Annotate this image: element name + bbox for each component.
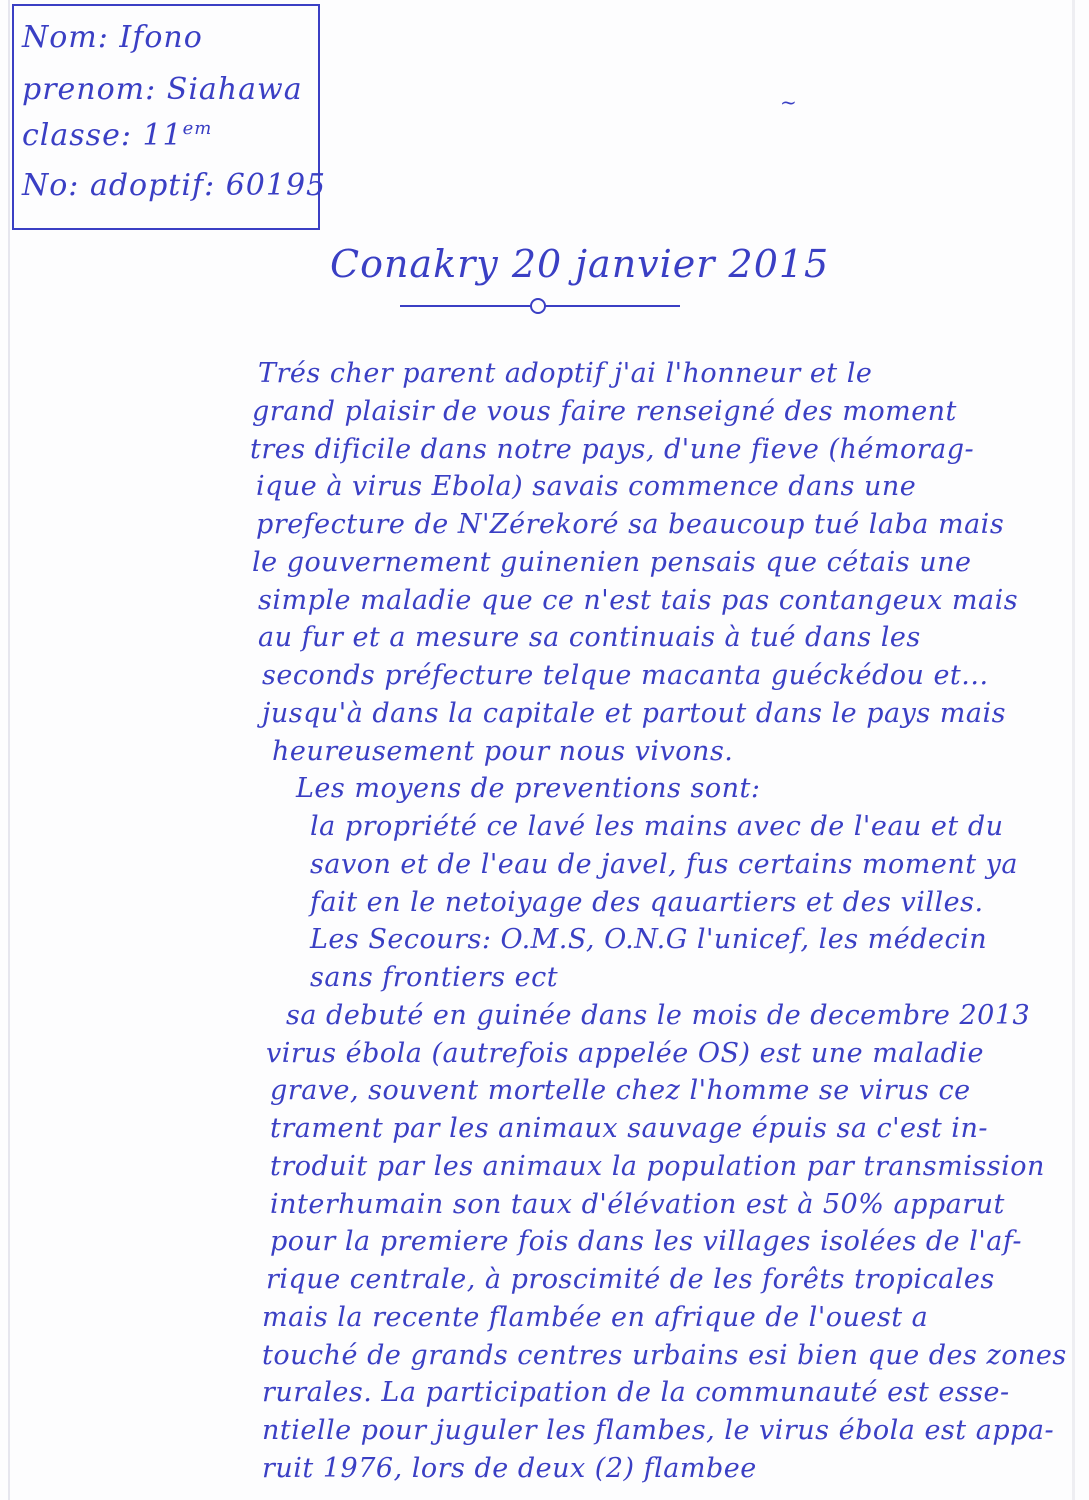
body-line: interhumain son taux d'élévation est à 50% apparut [270, 1189, 1005, 1220]
body-line: pour la premiere fois dans les villages isolées de l'af- [270, 1226, 1023, 1257]
body-line: simple maladie que ce n'est tais pas contangeux mais [258, 585, 1019, 616]
body-line: sans frontiers ect [310, 962, 559, 993]
student-info-box [12, 4, 327, 230]
adoptive-number: No: adoptif: 60195 [22, 168, 327, 203]
student-class [22, 118, 212, 153]
body-line: mais la recente flambée en afrique de l'ouest a [262, 1302, 929, 1333]
stray-mark: ~ [780, 90, 797, 114]
body-line: touché de grands centres urbains esi bien que des zones [262, 1340, 1067, 1371]
page-edge-right [1072, 0, 1075, 1500]
body-line: fait en le netoiyage des qauartiers et des villes. [310, 887, 984, 918]
body-line: le gouvernement guinenien pensais que cétais une [252, 547, 972, 578]
body-line: rique centrale, à proscimité de les forêts tropicales [266, 1264, 995, 1295]
body-line: ique à virus Ebola) savais commence dans une [256, 471, 917, 502]
body-line: grave, souvent mortelle chez l'homme se virus ce [270, 1075, 971, 1106]
body-line: troduit par les animaux la population par transmission [270, 1151, 1045, 1182]
body-line: Les moyens de preventions sont: [296, 773, 761, 804]
body-line: sa debuté en guinée dans le mois de decembre 2013 [286, 1000, 1031, 1031]
body-line: prefecture de N'Zérekoré sa beaucoup tué laba mais [256, 509, 1005, 540]
student-name: Nom: Ifono [22, 20, 203, 55]
place-date: Conakry 20 janvier 2015 [330, 242, 830, 286]
body-line: la propriété ce lavé les mains avec de l'eau et du [310, 811, 1004, 842]
class-value: classe: 11 [22, 118, 183, 153]
body-line: rurales. La participation de la communauté est esse- [262, 1377, 1010, 1408]
body-line: grand plaisir de vous faire renseigné des moment [252, 396, 957, 427]
body-line: savon et de l'eau de javel, fus certains moment ya [310, 849, 1018, 880]
body-line: virus ébola (autrefois appelée OS) est une maladie [266, 1038, 985, 1069]
body-line: seconds préfecture telque macanta guéckédou et... [262, 660, 989, 691]
body-line: jusqu'à dans la capitale et partout dans le pays mais [262, 698, 1006, 729]
body-line: tres dificile dans notre pays, d'une fieve (hémorag- [250, 434, 975, 465]
body-line: ruit 1976, lors de deux (2) flambee [262, 1453, 757, 1484]
body-line: ntielle pour juguler les flambes, le virus ébola est appa- [262, 1415, 1055, 1446]
class-suffix: em [182, 118, 213, 139]
body-line: Trés cher parent adoptif j'ai l'honneur et le [258, 358, 873, 389]
date-underline-dot [530, 298, 546, 314]
body-line: heureusement pour nous vivons. [272, 736, 734, 767]
body-line: Les Secours: O.M.S, O.N.G l'unicef, les médecin [310, 924, 988, 955]
student-firstname: prenom: Siahawa [22, 72, 303, 107]
body-line: trament par les animaux sauvage épuis sa c'est in- [270, 1113, 988, 1144]
page-edge-left [8, 0, 10, 1500]
body-line: au fur et a mesure sa continuais à tué dans les [258, 622, 921, 653]
